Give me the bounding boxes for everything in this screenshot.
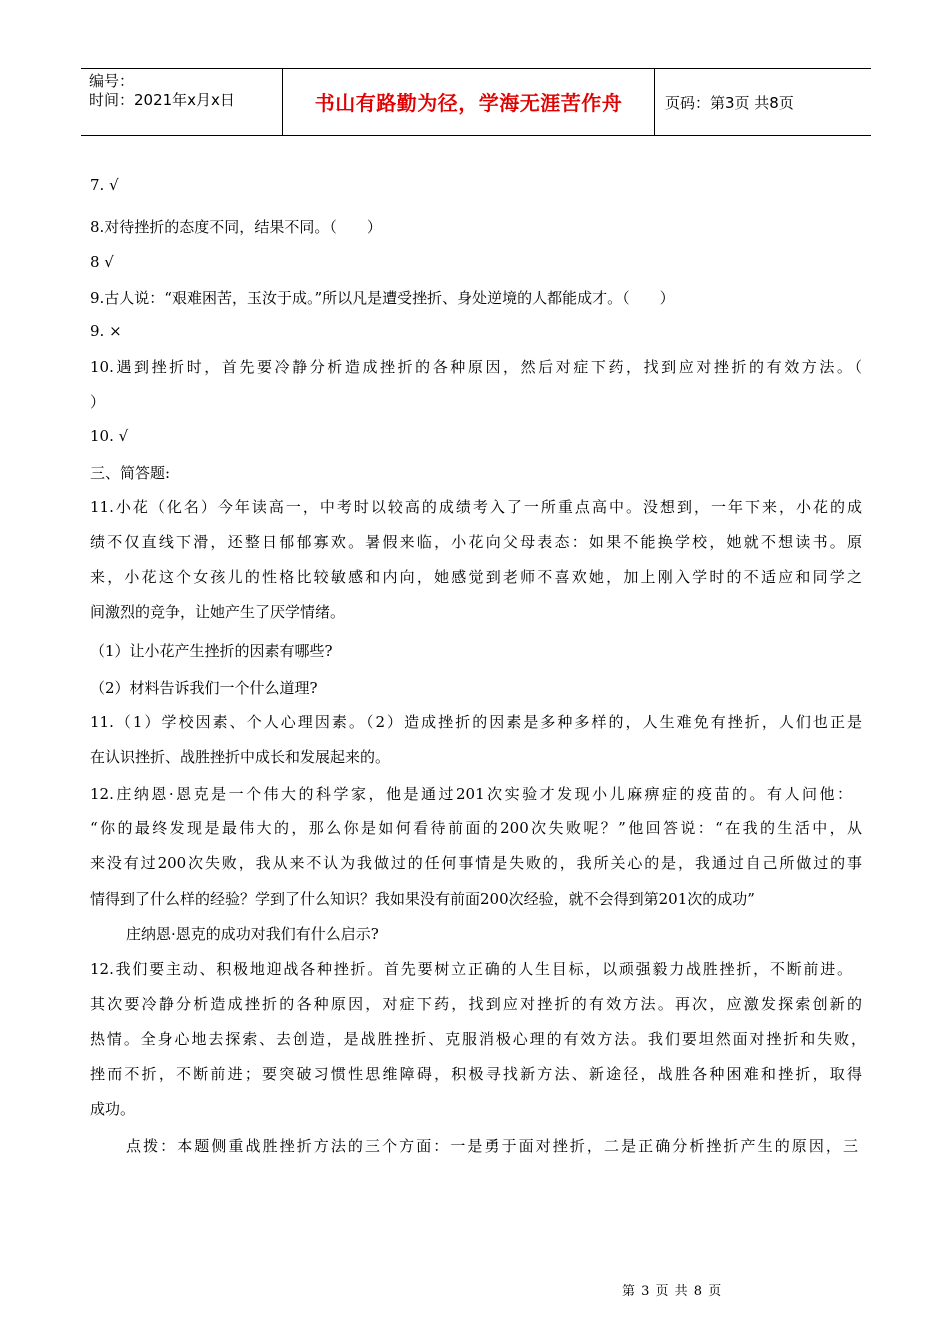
question-line: 绩不仅直线下滑，还整日郁郁寡欢。暑假来临，小花向父母表态：如果不能换学校，她就不想读书。原 bbox=[90, 533, 862, 551]
doc-date-label: 时间：2021年x月x日 bbox=[89, 91, 235, 109]
doc-number-label: 编号： bbox=[89, 72, 135, 90]
sub-question-line: （2）材料告诉我们一个什么道理? bbox=[90, 679, 318, 697]
header-page-label: 页码：第3页 共8页 bbox=[665, 93, 794, 112]
answer-line: 9. × bbox=[90, 322, 122, 340]
answer-line: 8 √ bbox=[90, 253, 114, 271]
answer-line: 10. √ bbox=[90, 427, 129, 445]
header-motto-cell bbox=[282, 69, 655, 135]
question-line: “你的最终发现是最伟大的，那么你是如何看待前面的200次失败呢？”他回答说：“在我的生活中，从 bbox=[90, 819, 862, 837]
note-line: 点拨：本题侧重战胜挫折方法的三个方面：一是勇于面对挫折，二是正确分析挫折产生的原因，三 bbox=[126, 1137, 858, 1155]
question-line: 9.古人说：“艰难困苦，玉汝于成。”所以凡是遭受挫折、身处逆境的人都能成才。（ ） bbox=[90, 289, 675, 307]
header-meta bbox=[81, 69, 282, 135]
answer-line: 热情。全身心地去探索、去创造，是战胜挫折、克服消极心理的有效方法。我们要坦然面对挫折和失败， bbox=[90, 1030, 866, 1048]
answer-line: 挫而不折，不断前进；要突破习惯性思维障碍，积极寻找新方法、新途径，战胜各种困难和挫折，取得 bbox=[90, 1065, 862, 1083]
page-header bbox=[81, 68, 871, 136]
page-footer: 第 3 页 共 8 页 bbox=[622, 1284, 723, 1299]
header-page-cell bbox=[655, 69, 871, 135]
question-line: 情得到了什么样的经验？学到了什么知识？我如果没有前面200次经验，就不会得到第201次的成功” bbox=[90, 890, 755, 908]
question-line: ） bbox=[90, 393, 106, 411]
question-line: 庄纳恩·恩克的成功对我们有什么启示? bbox=[126, 925, 379, 943]
answer-line: 7. √ bbox=[90, 176, 119, 194]
question-line: 来没有过200次失败，我从来不认为我做过的任何事情是失败的，我所关心的是，我通过自己所做过的事 bbox=[90, 854, 862, 872]
question-line: 8.对待挫折的态度不同，结果不同。（ ） bbox=[90, 218, 382, 236]
header-motto: 书山有路勤为径，学海无涯苦作舟 bbox=[314, 90, 623, 115]
question-line: 间激烈的竞争，让她产生了厌学情绪。 bbox=[90, 603, 346, 621]
answer-line: 成功。 bbox=[90, 1100, 136, 1118]
question-line: 10.遇到挫折时，首先要冷静分析造成挫折的各种原因，然后对症下药，找到应对挫折的有效方法。（ bbox=[90, 358, 862, 376]
question-line: 12.庄纳恩·恩克是一个伟大的科学家，他是通过201次实验才发现小儿麻痹症的疫苗的。有人问他： bbox=[90, 785, 852, 803]
answer-line: 11.（1）学校因素、个人心理因素。（2）造成挫折的因素是多种多样的，人生难免有挫折，人们也正是 bbox=[90, 713, 862, 731]
question-line: 11.小花（化名）今年读高一，中考时以较高的成绩考入了一所重点高中。没想到，一年下来，小花的成 bbox=[90, 498, 862, 516]
section-heading: 三、简答题: bbox=[90, 464, 171, 482]
answer-line: 在认识挫折、战胜挫折中成长和发展起来的。 bbox=[90, 748, 391, 766]
answer-line: 12.我们要主动、积极地迎战各种挫折。首先要树立正确的人生目标，以顽强毅力战胜挫折，不断前进。 bbox=[90, 960, 852, 978]
sub-question-line: （1）让小花产生挫折的因素有哪些? bbox=[90, 642, 333, 660]
answer-line: 其次要冷静分析造成挫折的各种原因，对症下药，找到应对挫折的有效方法。再次，应激发探索创新的 bbox=[90, 995, 862, 1013]
question-line: 来，小花这个女孩儿的性格比较敏感和内向，她感觉到老师不喜欢她，加上刚入学时的不适应和同学之 bbox=[90, 568, 862, 586]
